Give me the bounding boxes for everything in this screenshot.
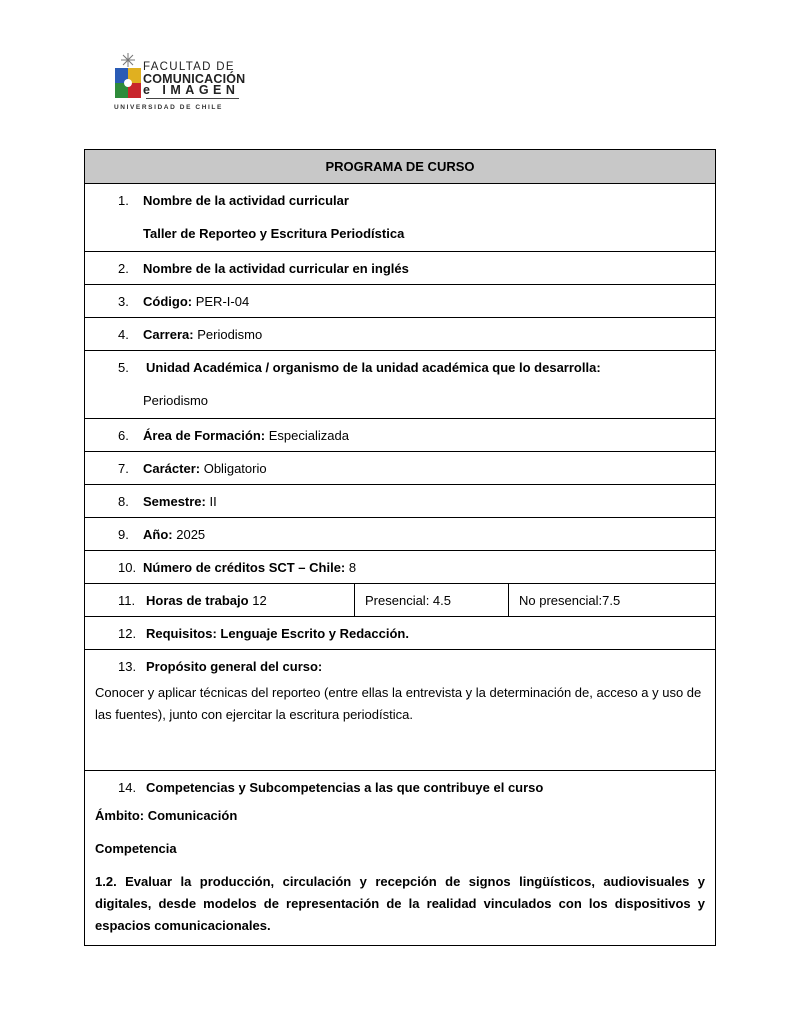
academic-unit-value: Periodismo — [143, 393, 209, 408]
general-purpose-text: Conocer y aplicar técnicas del reporteo (entre ellas la entrevista y la determinación de, acceso a y uso de las fuentes), junto con ejercitar la escritura periodística. — [95, 685, 702, 722]
activity-name-value: Taller de Reporteo y Escritura Periodística — [143, 226, 405, 241]
semester-value: II — [209, 494, 217, 509]
competencia-label: Competencia — [95, 841, 177, 856]
faculty-name: FACULTAD DE COMUNICACIÓN e IMAGEN — [143, 61, 246, 97]
competencia-text: 1.2. Evaluar la producción, circulación y recepción de signos lingüísticos, audiovisuales y digitales, desde modelos de representación de la realidad vinculados con los dispositivos y espacios comunicacionales. — [95, 874, 705, 933]
course-program-table: PROGRAMA DE CURSO 1. Nombre de la actividad curricular Taller de Reporteo y Escritura Periodística 2. Nombre de la actividad curricular en inglés 3. Código: PER-I-04 4. Carrera: Periodismo 5. Unidad Académica / organismo de la unidad académica que lo desarrolla: Periodismo 6. Área de Formación: Especializada 7. Carácter: Obligatorio 8. Semestre: II 9. Año: 2025 10. Número de créditos SCT – Chile: 8 11. Horas de trabajo 12 Presencial: 4.5 No presencial:7.5 12. Requisitos: Lenguaje Escrito y Redacción. 13. Propósito general del curso: Conocer y aplicar técnicas del reporteo (entre ellas la entrevista y la determinación de, acceso a y uso de las fuentes), junto con ejercitar la escritura periodística. 14. Competencias y Subcompetencias a las que contribuye el curso Ámbito: Comunicación Competencia 1.2. Evaluar la producción, circulación y recepción de signos lingüísticos, audiovisuales y digitales, desde modelos de representación de la realidad vinculados con los dispositivos y espacios comunicacionales. — [84, 149, 716, 946]
code-value: PER-I-04 — [195, 294, 250, 309]
logo-divider — [146, 98, 239, 99]
university-name: UNIVERSIDAD DE CHILE — [114, 104, 223, 111]
year-value: 2025 — [176, 527, 206, 542]
character-value: Obligatorio — [203, 461, 267, 476]
ambito-label: Ámbito: Comunicación — [95, 808, 238, 823]
work-hours-value: 12 — [252, 593, 267, 608]
university-crest-icon — [111, 52, 145, 100]
table-title: PROGRAMA DE CURSO — [85, 150, 716, 184]
formation-area-value: Especializada — [268, 428, 349, 443]
credits-value: 8 — [348, 560, 357, 575]
faculty-logo — [108, 46, 248, 114]
career-value: Periodismo — [197, 327, 263, 342]
